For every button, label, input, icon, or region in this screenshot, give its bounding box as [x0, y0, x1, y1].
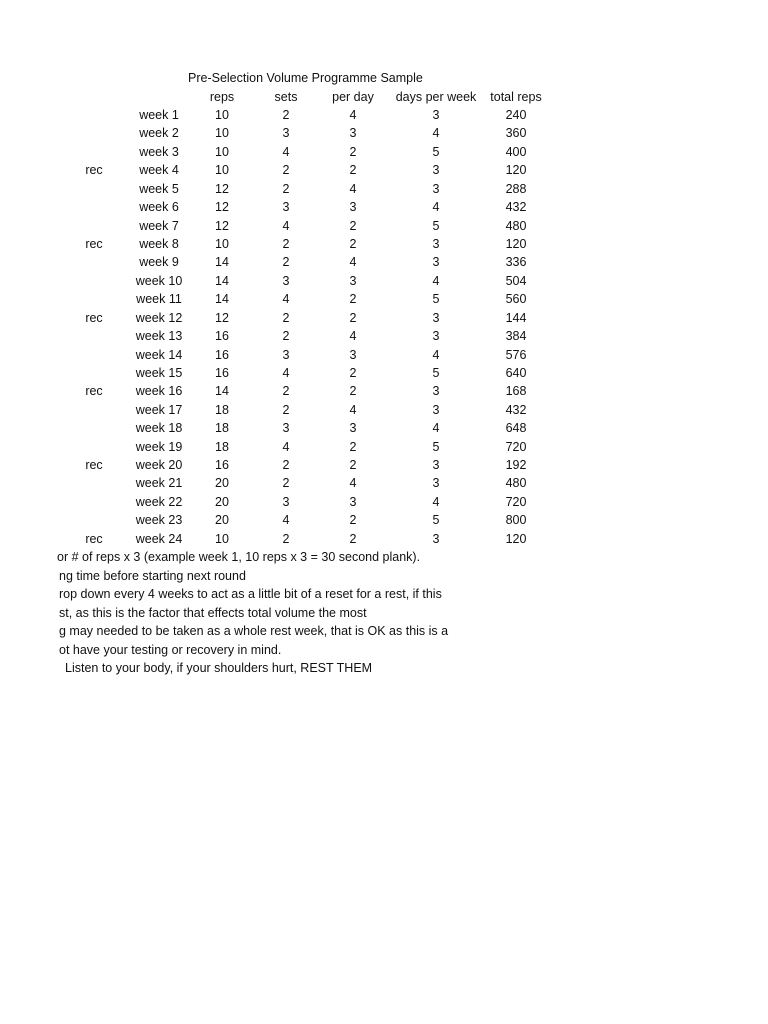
per-day-value: 2: [349, 439, 357, 454]
reps-value: 20: [215, 513, 229, 528]
week-label: week 24: [135, 531, 183, 546]
per-day-value: 4: [349, 476, 357, 491]
total-reps-value: 432: [505, 200, 527, 215]
per-day-value: 2: [349, 513, 357, 528]
per-day-value: 4: [349, 108, 357, 122]
days-per-week-value: 3: [432, 108, 440, 122]
sets-value: 3: [282, 126, 290, 141]
reps-value: 10: [215, 531, 229, 546]
week-label: week 10: [135, 273, 183, 288]
week-label: week 2: [139, 126, 179, 141]
note-text: or # of reps x 3 (example week 1, 10 reps x 3 = 30 second plank).: [57, 550, 421, 564]
per-day-value: 2: [349, 144, 357, 159]
total-reps-value: 120: [505, 236, 527, 251]
sets-value: 3: [282, 347, 290, 362]
reps-value: 12: [215, 218, 229, 233]
sets-value: 2: [282, 108, 290, 122]
reps-value: 12: [215, 181, 229, 196]
reps-value: 10: [215, 144, 229, 159]
sets-value: 2: [282, 163, 290, 178]
per-day-value: 4: [349, 402, 357, 417]
reps-value: 18: [215, 421, 229, 436]
per-day-value: 2: [349, 458, 357, 472]
days-per-week-value: 4: [432, 200, 440, 215]
total-reps-value: 720: [505, 439, 527, 454]
sets-value: 2: [282, 531, 290, 546]
per-day-value: 3: [349, 200, 357, 215]
week-label: week 20: [135, 458, 183, 472]
total-reps-value: 120: [505, 531, 527, 546]
table-row: [0, 493, 768, 511]
note-text: ot have your testing or recovery in mind.: [59, 642, 282, 657]
per-day-value: 2: [349, 218, 357, 233]
days-per-week-value: 5: [432, 218, 440, 233]
per-day-value: 2: [349, 384, 357, 399]
week-label: week 11: [136, 292, 182, 307]
table-row: [0, 124, 768, 142]
week-label: week 8: [139, 236, 179, 251]
per-day-value: 4: [349, 181, 357, 196]
total-reps-value: 336: [505, 255, 527, 270]
rec-marker: rec: [85, 236, 103, 251]
week-label: week 9: [139, 255, 179, 270]
note-line: [0, 641, 768, 659]
table-row: [0, 161, 768, 179]
per-day-value: 3: [349, 494, 357, 509]
reps-value: 20: [215, 494, 229, 509]
reps-value: 10: [215, 236, 229, 251]
sets-value: 2: [282, 310, 290, 325]
table-row: [0, 474, 768, 492]
reps-value: 14: [215, 273, 229, 288]
table-row: [0, 106, 768, 124]
reps-value: 10: [215, 163, 229, 178]
reps-value: 14: [215, 255, 229, 270]
reps-value: 16: [215, 365, 229, 380]
sets-value: 2: [282, 458, 290, 472]
days-per-week-value: 4: [432, 494, 440, 509]
days-per-week-value: 5: [432, 144, 440, 159]
total-reps-value: 720: [505, 494, 527, 509]
rec-marker: rec: [85, 310, 103, 325]
days-per-week-value: 5: [432, 439, 440, 454]
per-day-value: 2: [349, 531, 357, 546]
sets-value: 4: [282, 144, 290, 159]
days-per-week-value: 4: [432, 126, 440, 141]
per-day-value: 4: [349, 255, 357, 270]
week-label: week 4: [139, 163, 179, 178]
sets-value: 3: [282, 273, 290, 288]
total-reps-value: 560: [505, 292, 527, 307]
total-reps-value: 648: [505, 421, 527, 436]
note-text: rop down every 4 weeks to act as a little bit of a reset for a rest, if this: [59, 587, 442, 601]
days-per-week-value: 3: [432, 476, 440, 491]
table-row: [0, 327, 768, 345]
table-row: [0, 530, 768, 548]
reps-value: 16: [215, 458, 229, 472]
table-row: [0, 382, 768, 400]
per-day-value: 3: [349, 347, 357, 362]
week-label: week 5: [139, 181, 179, 196]
per-day-value: 2: [349, 163, 357, 178]
sheet-title: Pre-Selection Volume Programme Sample: [188, 71, 423, 85]
reps-value: 20: [215, 476, 229, 491]
total-reps-value: 288: [505, 181, 527, 196]
sets-value: 2: [282, 236, 290, 251]
days-per-week-value: 3: [432, 458, 440, 472]
sets-value: 3: [282, 200, 290, 215]
total-reps-value: 480: [505, 218, 527, 233]
rec-marker: rec: [85, 458, 103, 472]
days-per-week-value: 3: [432, 236, 440, 251]
reps-value: 12: [215, 200, 229, 215]
per-day-value: 3: [349, 273, 357, 288]
week-label: week 3: [139, 144, 179, 159]
days-per-week-value: 4: [432, 421, 440, 436]
header-row: [0, 88, 768, 106]
total-reps-value: 504: [505, 273, 527, 288]
note-text: ng time before starting next round: [59, 568, 246, 583]
note-line: [0, 622, 768, 640]
days-per-week-value: 5: [432, 513, 440, 528]
week-label: week 7: [139, 218, 179, 233]
table-row: [0, 364, 768, 382]
per-day-value: 2: [349, 365, 357, 380]
note-text: st, as this is the factor that effects total volume the most: [59, 605, 367, 620]
week-label: week 6: [139, 200, 179, 215]
reps-value: 16: [215, 347, 229, 362]
week-label: week 1: [139, 108, 179, 122]
note-text: Listen to your body, if your shoulders hurt, REST THEM: [65, 661, 373, 675]
table-row: [0, 235, 768, 253]
sets-value: 2: [282, 255, 290, 270]
table-row: [0, 253, 768, 271]
reps-value: 18: [215, 439, 229, 454]
per-day-value: 2: [349, 292, 357, 307]
sets-value: 4: [282, 513, 290, 528]
week-label: week 15: [135, 365, 183, 380]
days-per-week-value: 3: [432, 384, 440, 399]
rec-marker: rec: [85, 531, 103, 546]
sets-value: 4: [282, 365, 290, 380]
sets-value: 3: [282, 494, 290, 509]
days-per-week-value: 3: [432, 181, 440, 196]
week-label: week 19: [135, 439, 183, 454]
note-line: [0, 548, 768, 566]
rec-marker: rec: [85, 163, 103, 178]
total-reps-value: 480: [505, 476, 527, 491]
header-reps: reps: [209, 90, 235, 104]
sets-value: 2: [282, 329, 290, 343]
reps-value: 16: [215, 329, 229, 343]
days-per-week-value: 3: [432, 531, 440, 546]
days-per-week-value: 4: [432, 347, 440, 362]
table-row: [0, 198, 768, 216]
note-text: g may needed to be taken as a whole rest week, that is OK as this is a: [59, 624, 449, 638]
table-row: [0, 217, 768, 235]
week-label: week 14: [135, 347, 183, 362]
sets-value: 4: [282, 218, 290, 233]
total-reps-value: 240: [505, 108, 527, 122]
total-reps-value: 640: [505, 365, 527, 380]
table-row: [0, 419, 768, 437]
table-row: [0, 346, 768, 364]
days-per-week-value: 4: [432, 273, 440, 288]
per-day-value: 3: [349, 421, 357, 436]
table-row: [0, 401, 768, 419]
sets-value: 2: [282, 402, 290, 417]
reps-value: 18: [215, 402, 229, 417]
total-reps-value: 360: [505, 126, 527, 141]
days-per-week-value: 3: [432, 402, 440, 417]
reps-value: 10: [215, 108, 229, 122]
days-per-week-value: 3: [432, 163, 440, 178]
per-day-value: 2: [349, 310, 357, 325]
note-line: [0, 659, 768, 677]
total-reps-value: 192: [505, 458, 527, 472]
per-day-value: 2: [349, 236, 357, 251]
days-per-week-value: 3: [432, 329, 440, 343]
total-reps-value: 384: [505, 329, 527, 343]
note-line: [0, 604, 768, 622]
reps-value: 12: [215, 310, 229, 325]
sets-value: 4: [282, 292, 290, 307]
days-per-week-value: 3: [432, 310, 440, 325]
week-label: week 16: [135, 384, 183, 399]
sets-value: 2: [282, 181, 290, 196]
week-label: week 23: [135, 513, 183, 528]
total-reps-value: 576: [505, 347, 527, 362]
per-day-value: 3: [349, 126, 357, 141]
total-reps-value: 432: [505, 402, 527, 417]
week-label: week 22: [135, 494, 183, 509]
table-row: [0, 180, 768, 198]
per-day-value: 4: [349, 329, 357, 343]
table-row: [0, 272, 768, 290]
table-row: [0, 438, 768, 456]
days-per-week-value: 5: [432, 292, 440, 307]
reps-value: 10: [215, 126, 229, 141]
total-reps-value: 800: [505, 513, 527, 528]
total-reps-value: 168: [505, 384, 527, 399]
sets-value: 4: [282, 439, 290, 454]
sets-value: 3: [282, 421, 290, 436]
days-per-week-value: 5: [432, 365, 440, 380]
week-label: week 21: [135, 476, 183, 491]
week-label: week 17: [135, 402, 183, 417]
note-line: [0, 567, 768, 585]
header-total-reps: total reps: [490, 90, 542, 104]
week-label: week 13: [135, 329, 183, 343]
reps-value: 14: [215, 384, 229, 399]
table-row: [0, 143, 768, 161]
table-row: [0, 456, 768, 474]
header-per-day: per day: [332, 90, 374, 104]
header-days-per-week: days per week: [395, 90, 477, 104]
sets-value: 2: [282, 384, 290, 399]
reps-value: 14: [215, 292, 229, 307]
rec-marker: rec: [85, 384, 103, 399]
week-label: week 12: [135, 310, 183, 325]
week-label: week 18: [135, 421, 183, 436]
header-sets: sets: [274, 90, 298, 104]
total-reps-value: 120: [505, 163, 527, 178]
total-reps-value: 144: [505, 310, 527, 325]
table-row: [0, 290, 768, 308]
table-row: [0, 511, 768, 529]
days-per-week-value: 3: [432, 255, 440, 270]
sets-value: 2: [282, 476, 290, 491]
note-line: [0, 585, 768, 603]
table-row: [0, 309, 768, 327]
total-reps-value: 400: [505, 144, 527, 159]
